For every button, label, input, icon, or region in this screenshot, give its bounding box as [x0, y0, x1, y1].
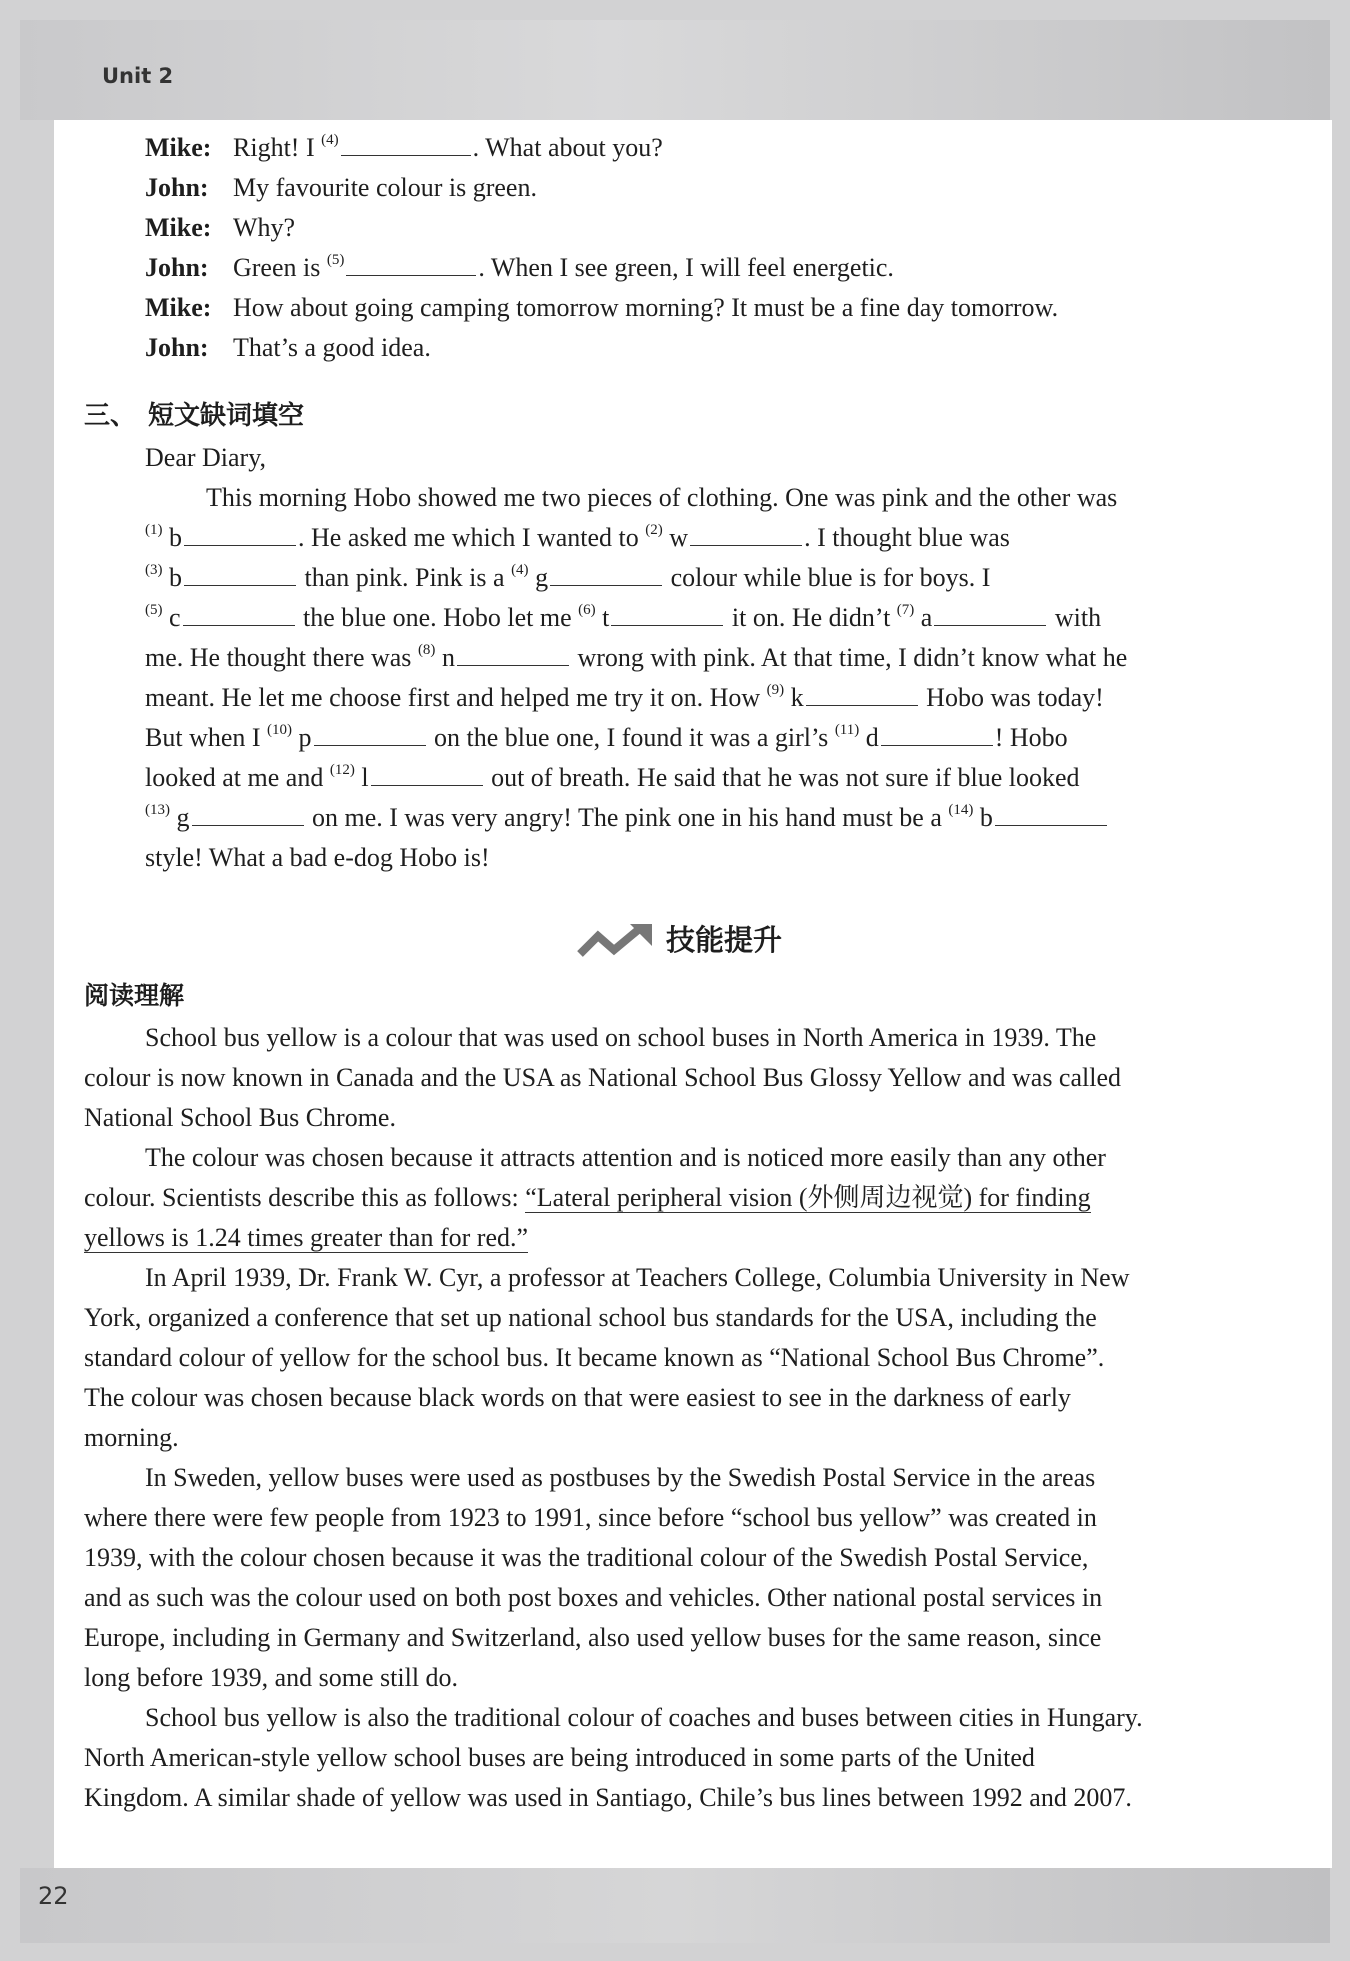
speaker: John: [145, 253, 209, 282]
cloze-line: But when I $^{(10)}$ p on the blue one, I found it was a girl’s $^{(11)}$ d ! Hobo [145, 718, 1274, 758]
cloze-greeting: Dear Diary, [145, 443, 267, 472]
underlined-quote: “Lateral peripheral vision (外侧周边视觉) for finding [525, 1183, 1091, 1212]
cloze-line: looked at me and $^{(12)}$ l out of breath. He said that he was not sure if blue looked [145, 758, 1274, 798]
speaker: Mike: [145, 133, 212, 162]
dialogue-line [145, 128, 1274, 168]
reading-passage [84, 1018, 1274, 1818]
paragraph: In April 1939, Dr. Frank W. Cyr, a professor at Teachers College, Columbia University in New York, organized a conference that set up national school bus standards for the USA, including the standard colour of yellow for the school bus. It became known as “National School Bus Chrome”. The colour was chosen because black words on that were easiest to see in the darkness of early morning. [84, 1263, 1130, 1452]
page-content [84, 128, 1274, 1818]
dialogue-text: That’s a good idea. [233, 333, 431, 362]
speaker: Mike: [145, 293, 212, 322]
dialogue-line [145, 328, 1274, 368]
answer-blank[interactable] [184, 519, 296, 546]
answer-blank[interactable] [995, 799, 1107, 826]
section-heading [84, 394, 1274, 438]
answer-blank[interactable] [314, 719, 426, 746]
paragraph: School bus yellow is also the traditional colour of coaches and buses between cities in Hungary. North American-style yellow school buses are being introduced in some parts of the United Kingdom. A similar shade of yellow was used in Santiago, Chile’s bus lines between 1992 and 2007. [84, 1703, 1143, 1812]
dialogue-line [145, 288, 1274, 328]
answer-blank[interactable] [183, 599, 295, 626]
skill-banner [84, 912, 1274, 968]
answer-blank[interactable] [346, 249, 476, 276]
dialogue-line [145, 248, 1274, 288]
dialogue-text: My favourite colour is green. [233, 173, 537, 202]
paragraph: In Sweden, yellow buses were used as postbuses by the Swedish Postal Service in the areas where there were few people from 1923 to 1991, since before “school bus yellow” was created in 1939, with the colour chosen because it was the traditional colour of the Swedish Postal Service, and as such was the colour used on both post boxes and vehicles. Other national postal services in Europe, including in Germany and Switzerland, also used yellow buses for the same reason, since long before 1939, and some still do. [84, 1463, 1103, 1692]
answer-blank[interactable] [457, 639, 569, 666]
dialogue-text: Green is $^{(5)}$ . When I see green, I will feel energetic. [233, 248, 894, 288]
question-number: (4) [321, 132, 339, 149]
unit-label: Unit 2 [102, 64, 174, 88]
cloze-line: meant. He let me choose first and helped me try it on. How $^{(9)}$ k Hobo was today! [145, 678, 1274, 718]
cloze-line: $^{(5)}$ c the blue one. Hobo let me $^{(6)}$ t it on. He didn’t $^{(7)}$ a with [145, 598, 1274, 638]
trend-arrow-icon [576, 922, 654, 962]
question-number: (5) [326, 252, 345, 269]
cloze-line: $^{(13)}$ g on me. I was very angry! The pink one in his hand must be a $^{(14)}$ b [145, 798, 1274, 838]
underlined-quote: yellows is 1.24 times greater than for red.” [84, 1223, 529, 1252]
dialogue [84, 128, 1274, 368]
paragraph: School bus yellow is a colour that was used on school buses in North America in 1939. The colour is now known in Canada and the USA as National School Bus Glossy Yellow and was called National School Bus Chrome. [84, 1023, 1122, 1132]
speaker: John: [145, 333, 209, 362]
cloze-line: This morning Hobo showed me two pieces of clothing. One was pink and the other was [206, 483, 1118, 512]
dialogue-text: Right! I $^{(4)}$ . What about you? [233, 128, 663, 168]
dialogue-text: How about going camping tomorrow morning? It must be a fine day tomorrow. [233, 293, 1059, 322]
answer-blank[interactable] [690, 519, 802, 546]
cloze-line: me. He thought there was $^{(8)}$ n wrong with pink. At that time, I didn’t know what he [145, 638, 1274, 678]
answer-blank[interactable] [192, 799, 304, 826]
dialogue-line [145, 208, 1274, 248]
dialogue-text: Why? [233, 213, 296, 242]
page-number: 22 [38, 1882, 69, 1910]
answer-blank[interactable] [550, 559, 662, 586]
header-band [20, 20, 1330, 120]
skill-banner-title: 技能提升 [665, 923, 782, 957]
cloze-line: style! What a bad e-dog Hobo is! [145, 843, 490, 872]
cloze-line: $^{(3)}$ b than pink. Pink is a $^{(4)}$ g colour while blue is for boys. I [145, 558, 1274, 598]
answer-blank[interactable] [341, 129, 471, 156]
reading-heading: 阅读理解 [84, 981, 185, 1010]
speaker: Mike: [145, 213, 212, 242]
answer-blank[interactable] [806, 679, 918, 706]
answer-blank[interactable] [184, 559, 296, 586]
footer-band [20, 1868, 1330, 1943]
cloze-passage [145, 438, 1274, 878]
page-paper [54, 120, 1332, 1868]
answer-blank[interactable] [611, 599, 723, 626]
section-number: 三、 [84, 401, 137, 431]
answer-blank[interactable] [371, 759, 483, 786]
dialogue-line [145, 168, 1274, 208]
answer-blank[interactable] [881, 719, 993, 746]
cloze-line: $^{(1)}$ b . He asked me which I wanted to $^{(2)}$ w . I thought blue was [145, 518, 1274, 558]
answer-blank[interactable] [934, 599, 1046, 626]
speaker: John: [145, 173, 209, 202]
paragraph: The colour was chosen because it attracts attention and is noticed more easily than any other colour. Scientists describe this as follows: “Lateral peripheral vision (外侧周边视觉) for finding yellows is 1.24 times greater than for red.” [84, 1143, 1106, 1252]
section-title: 短文缺词填空 [148, 401, 305, 431]
